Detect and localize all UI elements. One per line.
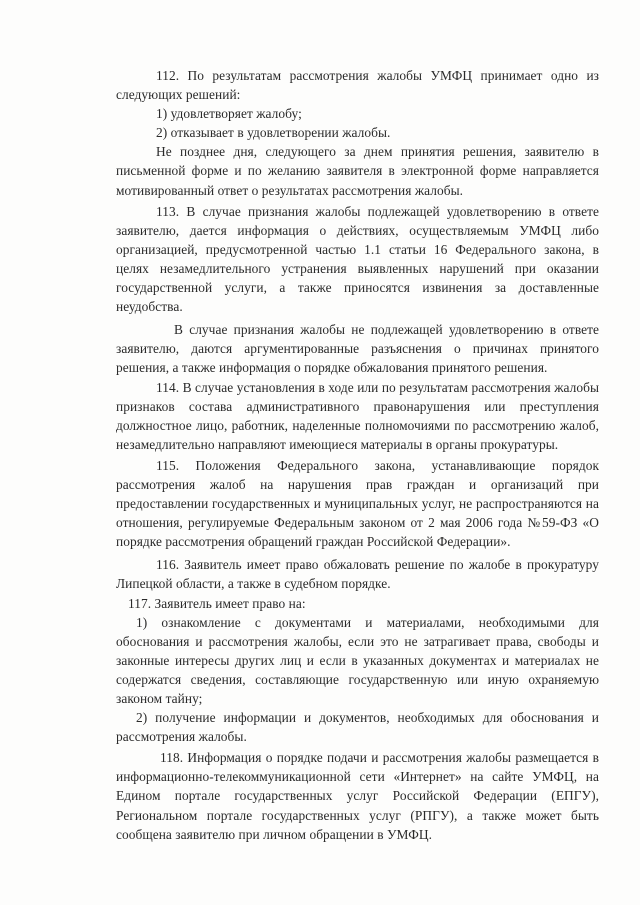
paragraph-114: 114. В случае установления в ходе или по результатам рассмотрения жалобы признаков состава административного правонарушения или преступления должностное лицо, работник, наделенные полномочиями по рассмотрению жалоб, незамедлительно направляют имеющиеся материалы в органы прокуратуры. <box>116 379 599 452</box>
paragraph-117: 117. Заявитель имеет право на: <box>128 595 306 611</box>
paragraph-113: 113. В случае признания жалобы подлежащей удовлетворению в ответе заявителю, дается информация о действиях, осуществляемым УМФЦ либо организацией, предусмотренной частью 1.1 статьи 16 Федерального закона, в целях незамедлительного устранения выявленных нарушений при оказании государственной услуги, а также приносятся извинения за доставленные неудобства. <box>116 203 599 315</box>
paragraph-118: 118. Информация о порядке подачи и рассмотрения жалобы размещается в информационно-телекоммуникационной сети «Интернет» на сайте УМФЦ, на Едином портале государственных услуг Российской Федерации (ЕПГУ), Региональном портале государственных услуг (РПГУ), а также может быть сообщена заявителю при личном обращении в УМФЦ. <box>116 750 599 842</box>
paragraph-112-response: Не позднее дня, следующего за днем принятия решения, заявителю в письменной форме и по желанию заявителя в электронной форме направляется мотивированный ответ о результатах рассмотрения жалобы. <box>116 144 599 198</box>
paragraph-112: 112. По результатам рассмотрения жалобы УМФЦ принимает одно из следующих решений: <box>116 68 599 103</box>
paragraph-117-item-2: 2) получение информации и документов, необходимых для обоснования и рассмотрения жалобы. <box>116 710 599 745</box>
paragraph-117-item-1: 1) ознакомление с документами и материалами, необходимыми для обоснования и рассмотрения жалобы, если это не затрагивает права, свободы и законные интересы других лиц и если в указанных документах и материалах не содержатся сведения, составляющие государственную или иную охраняемую законом тайну; <box>116 614 599 706</box>
paragraph-115: 115. Положения Федерального закона, устанавливающие порядок рассмотрения жалоб на нарушения прав граждан и организаций при предоставлении государственных и муниципальных услуг, не распространяются на отношения, регулируемые Федеральным законом от 2 мая 2006 года №59-ФЗ «О порядке рассмотрения обращений граждан Российской Федерации». <box>116 457 599 550</box>
paragraph-116: 116. Заявитель имеет право обжаловать решение по жалобе в прокуратуру Липецкой области, а также в судебном порядке. <box>116 557 599 592</box>
paragraph-113-refusal: В случае признания жалобы не подлежащей удовлетворению в ответе заявителю, даются аргументированные разъяснения о причинах принятого решения, а также информация о порядке обжалования принятого решения. <box>116 322 599 376</box>
paragraph-112-item-1: 1) удовлетворяет жалобу; <box>156 106 302 122</box>
document-body <box>116 66 599 844</box>
paragraph-112-item-2: 2) отказывает в удовлетворении жалобы. <box>156 125 391 141</box>
